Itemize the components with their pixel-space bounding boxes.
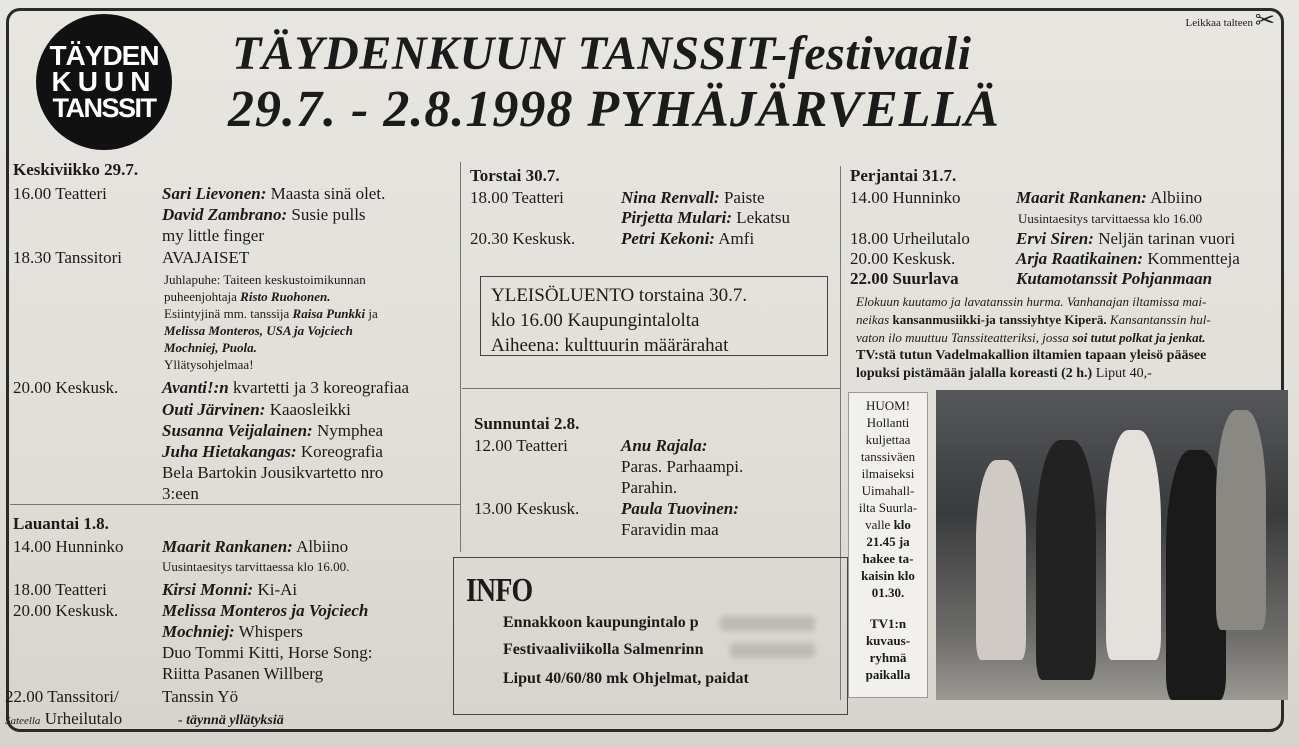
work-title: Amfi (714, 229, 755, 248)
event-title: Tanssin Yö (162, 687, 239, 706)
notice-line (849, 516, 927, 533)
event-description (856, 329, 1205, 346)
festival-logo (36, 14, 172, 150)
notice-text: valle (865, 517, 891, 532)
logo-line-2: KUUN (51, 66, 157, 98)
desc-text: Kansantanssin hul- (1106, 312, 1211, 327)
day-heading: Sunnuntai 2.8. (474, 414, 580, 433)
notice-line: kuljettaa (865, 432, 911, 447)
lecture-box (480, 276, 828, 356)
time-venue: 18.00 Teatteri (470, 188, 564, 207)
note-text: puheenjohtaja (164, 289, 241, 304)
event-note: Uusintaesitys tarvittaessa klo 16.00 (1018, 211, 1203, 226)
dancer-figure (976, 460, 1026, 660)
redacted-phone (730, 643, 815, 658)
notice-line: kuvaus- (865, 633, 911, 648)
ticket-price: Liput 40,- (1092, 366, 1152, 381)
day-heading: Lauantai 1.8. (13, 514, 109, 533)
desc-highlight: kansanmusiikki-ja tanssiyhtye Kiperä. (892, 312, 1107, 327)
performer: Kirsi Monni: (162, 580, 254, 599)
work-title-cont: 3:een (162, 484, 199, 503)
lecture-line: klo 16.00 Kaupungintalolta (491, 310, 700, 331)
event-title: Kutamotanssit Pohjanmaan (1016, 269, 1213, 288)
work-title-cont: my little finger (162, 226, 264, 245)
performer: Maarit Rankanen: (162, 537, 293, 556)
notice-line: HUOM! (865, 398, 911, 413)
work-title-cont: Bela Bartokin Jousikvartetto nro (162, 463, 384, 482)
dancer-figure (1106, 430, 1161, 660)
work-title: Albiino (292, 537, 349, 556)
performance (621, 208, 790, 228)
performer: Sari Lievonen: (162, 184, 267, 203)
performance (162, 622, 303, 642)
time-venue: 16.00 Teatteri (13, 184, 107, 203)
work-title: Nymphea (312, 421, 384, 440)
performance (1016, 229, 1235, 249)
work-title: Ki-Ai (253, 580, 298, 599)
desc-highlight: soi tutut polkat ja jenkat. (1072, 330, 1206, 345)
time-venue: 14.00 Hunninko (13, 537, 124, 556)
work-title: Kaaosleikki (265, 400, 351, 419)
notice-line: hakee ta- (862, 551, 914, 566)
time-venue-alt (5, 709, 122, 731)
cut-out-label: Leikkaa talteen (1185, 17, 1253, 29)
event-subtitle (178, 711, 284, 731)
performance (162, 580, 297, 600)
notice-line: Uimahall- (861, 483, 915, 498)
work-title: Albiino (1146, 188, 1203, 207)
day-heading: Torstai 30.7. (470, 166, 560, 185)
notice-line: Hollanti (866, 415, 910, 430)
performance (162, 378, 409, 398)
time-venue: 20.30 Keskusk. (470, 229, 576, 248)
performance (162, 400, 351, 420)
notice-line: TV1:n (869, 616, 907, 631)
performance (162, 537, 348, 557)
work-title: Koreografia (296, 442, 383, 461)
work-title: Parahin. (621, 478, 678, 497)
performance (1016, 188, 1202, 208)
event-note: Juhlapuhe: Taiteen keskustoimikunnan (164, 272, 366, 287)
time-venue: 20.00 Keskusk. (13, 601, 119, 620)
performer: Paula Tuovinen: (621, 499, 739, 518)
performer: Outi Järvinen: (162, 400, 266, 419)
section-divider (10, 504, 460, 505)
event-description: Elokuun kuutamo ja lavatanssin hurma. Vanhanajan iltamissa mai- (856, 294, 1207, 309)
event-note: Yllätysohjelmaa! (164, 357, 254, 372)
performer: Ervi Siren: (1016, 229, 1094, 248)
notice-line: tanssiväen (860, 449, 916, 464)
lecture-line: YLEISÖLUENTO torstaina 30.7. (491, 285, 748, 306)
info-title: INFO (466, 572, 533, 609)
performer: David Zambrano: (162, 205, 288, 224)
work-title: Neljän tarinan vuori (1093, 229, 1236, 248)
notice-line: paikalla (865, 667, 911, 682)
work-title: Paiste (719, 188, 765, 207)
headline-title: TÄYDENKUUN TANSSIT-festivaali (232, 27, 972, 80)
event-description: TV:stä tutun Vadelmakallion iltamien tapaan yleisö pääsee (856, 348, 1207, 363)
work-title: Whispers (234, 622, 303, 641)
performance (162, 184, 385, 204)
performer: Maarit Rankanen: (1016, 188, 1147, 207)
notice-line: kaisin klo (861, 568, 915, 583)
performer-name: Raisa Punkki (292, 306, 366, 321)
performance-extra: Duo Tommi Kitti, Horse Song: (162, 643, 373, 662)
performer-names: Mochniej, Puola. (164, 340, 257, 355)
dancer-figure (1036, 440, 1096, 680)
dancer-figure (1216, 410, 1266, 630)
section-divider (462, 388, 840, 389)
work-title: Paras. Parhaampi. (621, 457, 744, 476)
redacted-phone (720, 616, 815, 631)
scissors-icon: ✂ (1254, 8, 1275, 34)
work-title: Kommentteja (1143, 249, 1240, 268)
logo-line-3: TANSSIT (52, 92, 156, 123)
time-venue: 22.00 Tanssitori/ (5, 687, 119, 706)
work-title: Maasta sinä olet. (266, 184, 386, 203)
performer: Avanti!:n (162, 378, 229, 397)
event-description (856, 311, 1211, 328)
performance (621, 229, 754, 249)
notice-line: 01.30. (871, 585, 905, 600)
info-line: Ennakkoon kaupungintalo p (503, 614, 699, 631)
performer-names: Melissa Monteros, USA ja Vojciech (164, 323, 353, 338)
time-venue: 18.30 Tanssitori (13, 248, 122, 267)
event-description (856, 365, 1152, 382)
day-heading: Keskiviikko 29.7. (13, 160, 139, 179)
notice-bold: klo (893, 517, 911, 532)
desc-text: neikas (856, 312, 893, 327)
performer: Arja Raatikainen: (1016, 249, 1144, 268)
lecture-line: Aiheena: kulttuurin määrärahat (491, 335, 729, 356)
work-title: Susie pulls (287, 205, 366, 224)
rain-note: Sateella (5, 715, 41, 727)
performer: Mochniej: (162, 622, 235, 641)
column-divider (460, 162, 461, 552)
day-heading: Perjantai 31.7. (850, 166, 957, 185)
event-title: AVAJAISET (162, 248, 250, 267)
event-note (164, 288, 331, 305)
notice-line: ilmaiseksi (861, 466, 915, 481)
time-venue: 18.00 Urheilutalo (850, 229, 970, 248)
time-venue: 14.00 Hunninko (850, 188, 961, 207)
work-title: kvartetti ja 3 koreografiaa (228, 378, 410, 397)
notice-line: ryhmä (869, 650, 907, 665)
headline (228, 27, 1000, 138)
note-text: Esiintyjinä mm. tanssija (164, 306, 293, 321)
speaker-name: Risto Ruohonen. (240, 289, 331, 304)
event-note: Uusintaesitys tarvittaessa klo 16.00. (162, 559, 350, 574)
event-subtitle-text: - täynnä yllätyksiä (178, 713, 284, 728)
performance (162, 442, 383, 462)
time-venue: 12.00 Teatteri (474, 436, 568, 455)
time-venue: 13.00 Keskusk. (474, 499, 580, 518)
note-text: ja (365, 306, 378, 321)
notice-line: 21.45 ja (866, 534, 910, 549)
bus-notice (848, 392, 928, 698)
info-line: Festivaaliviikolla Salmenrinn (503, 641, 704, 658)
performer: Petri Kekoni: (621, 229, 715, 248)
logo-line-1: TÄYDEN (49, 39, 159, 71)
time-venue: 20.00 Keskusk. (13, 378, 119, 397)
performance-extra: Riitta Pasanen Willberg (162, 664, 324, 683)
notice-line: ilta Suurla- (858, 500, 918, 515)
performance (162, 205, 366, 225)
performance (621, 188, 765, 208)
desc-text: vaton ilo muuttuu Tanssiteatteriksi, jossa (856, 330, 1073, 345)
performer: Melissa Monteros ja Vojciech (162, 601, 369, 620)
time-venue: 20.00 Keskusk. (850, 249, 956, 268)
time-venue: 18.00 Teatteri (13, 580, 107, 599)
work-title: Lekatsu (731, 208, 791, 227)
time-venue: 22.00 Suurlava (850, 269, 959, 288)
performer: Juha Hietakangas: (162, 442, 297, 461)
performer: Anu Rajala: (621, 436, 708, 455)
performance (1016, 249, 1240, 269)
work-title: Faravidin maa (621, 520, 719, 539)
venue: Urheilutalo (40, 709, 123, 728)
headline-dates: 29.7. - 2.8.1998 PYHÄJÄRVELLÄ (228, 81, 1000, 138)
desc-text: lopuksi pistämään jalalla koreasti (2 h.) (856, 366, 1093, 381)
dancers-photo (936, 390, 1288, 700)
info-line: Liput 40/60/80 mk Ohjelmat, paidat (503, 670, 749, 687)
performer: Nina Renvall: (621, 188, 720, 207)
event-note (164, 305, 378, 322)
performance (162, 421, 383, 441)
performer: Pirjetta Mulari: (621, 208, 732, 227)
performer: Susanna Veijalainen: (162, 421, 313, 440)
